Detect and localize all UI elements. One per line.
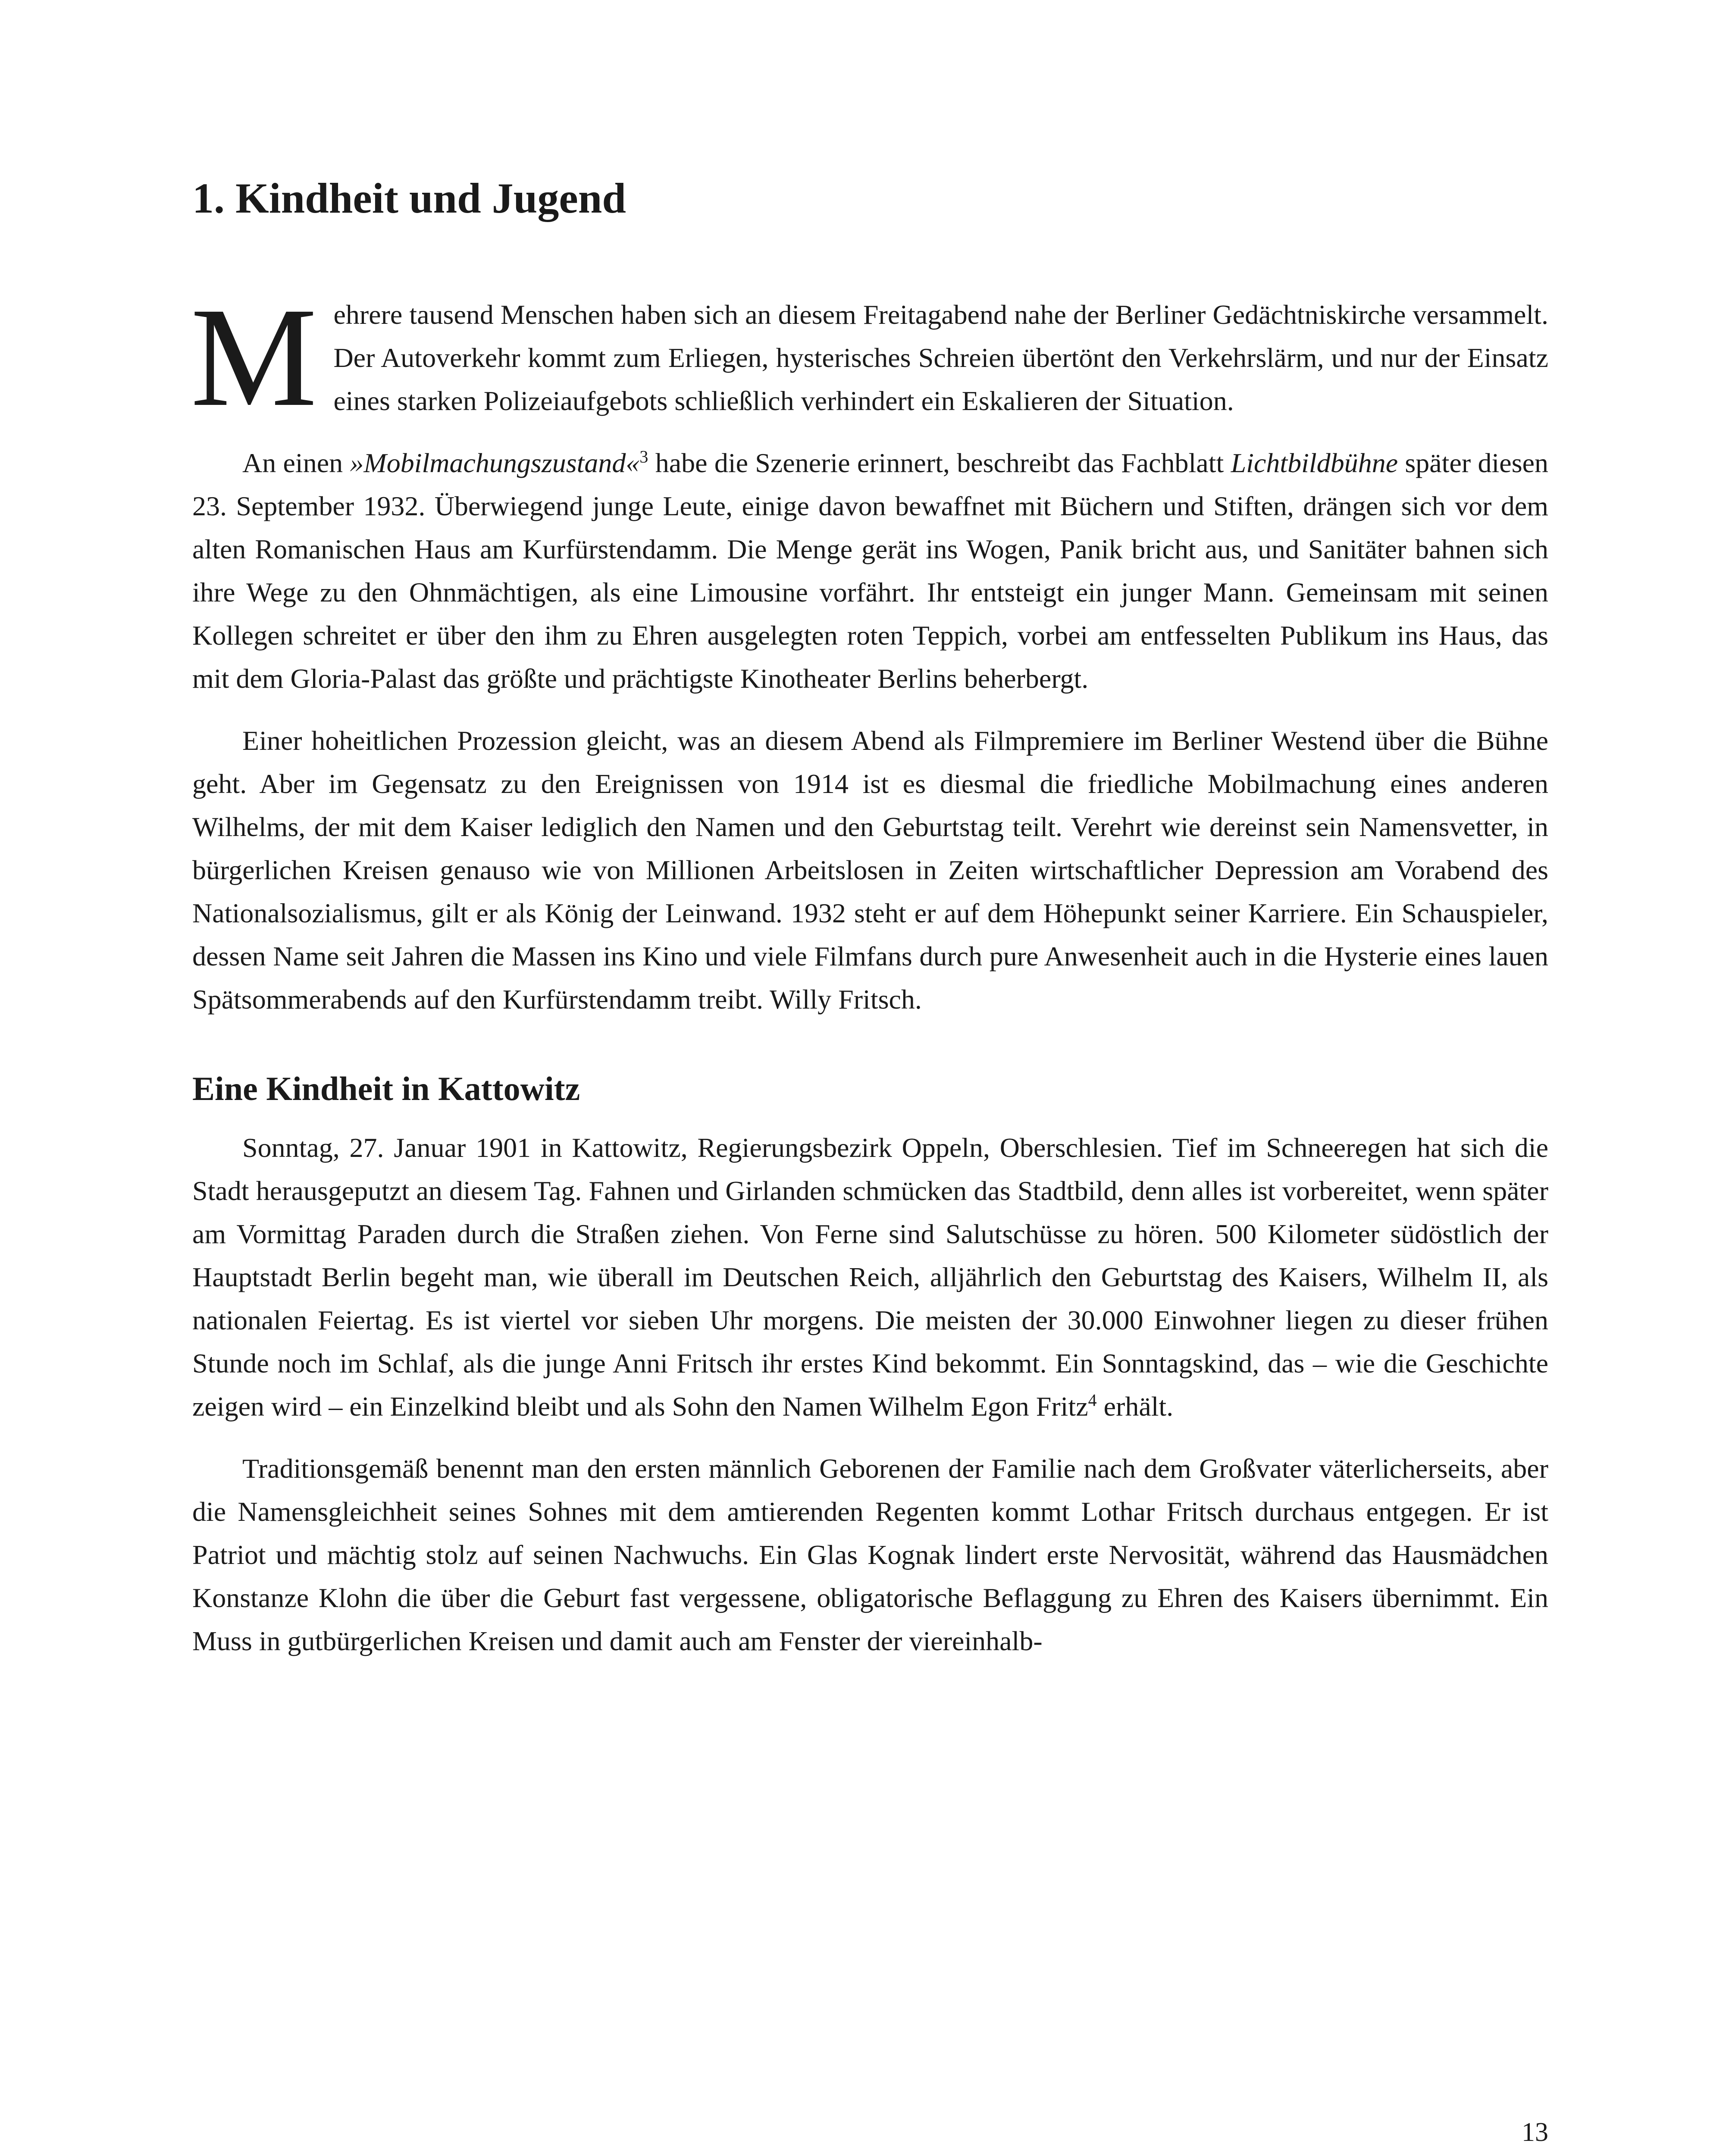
- text-run: An einen: [242, 448, 350, 478]
- paragraph-opening-text: ehrere tausend Menschen haben sich an diesem Freitagabend nahe der Berliner Gedächtniskirche versammelt. Der Autoverkehr kommt zum Erliegen, hysterisches Schreien übertönt den Verkehrslärm, und nur der Einsatz eines starken Polizeiaufgebots schließlich verhindert ein Eskalieren der Situation.: [333, 299, 1548, 416]
- paragraph-procession: Einer hoheitlichen Prozession gleicht, was an diesem Abend als Filmpremiere im Berliner Westend über die Bühne geht. Aber im Gegensatz zu den Ereignissen von 1914 ist es diesmal die friedliche Mobilmachung eines anderen Wilhelms, der mit dem Kaiser lediglich den Namen und den Geburtstag teilt. Verehrt wie dereinst sein Namensvetter, in bürgerlichen Kreisen genauso wie von Millionen Arbeitslosen in Zeiten wirtschaftlicher Depression am Vorabend des Nationalsozialismus, gilt er als König der Leinwand. 1932 steht er auf dem Höhepunkt seiner Karriere. Ein Schauspieler, dessen Name seit Jahren die Massen ins Kino und viele Filmfans durch pure Anwesenheit auch in die Hysterie eines lauen Spätsommerabends auf den Kurfürstendamm treibt. Willy Fritsch.: [192, 725, 1548, 1015]
- chapter-title: 1. Kindheit und Jugend: [192, 174, 626, 222]
- page-body: [192, 172, 1548, 1663]
- drop-cap: M: [191, 279, 317, 436]
- footnote-ref-3: 3: [639, 447, 648, 467]
- quote: »Mobilmachungszustand«: [350, 448, 640, 478]
- text-run: Sonntag, 27. Januar 1901 in Kattowitz, Regierungsbezirk Oppeln, Oberschlesien. Tief im Schneeregen hat sich die Stadt herausgeputzt an diesem Tag. Fahnen und Girlanden schmücken das Stadtbild, denn alles ist vorbereitet, wenn später am Vormittag Paraden durch die Straßen ziehen. Von Ferne sind Salutschüsse zu hören. 500 Kilometer südöstlich der Hauptstadt Berlin begeht man, wie überall im Deutschen Reich, alljährlich den Geburtstag des Kaisers, Wilhelm II, als nationalen Feiertag. Es ist viertel vor sieben Uhr morgens. Die meisten der 30.000 Einwohner liegen zu dieser frühen Stunde noch im Schlaf, als die junge Anni Fritsch ihr erstes Kind bekommt. Ein Sonntagskind, das – wie die Geschichte zeigen wird – ein Einzelkind bleibt und als Sohn den Namen Wilhelm Egon Fritz: [192, 1132, 1548, 1422]
- paragraph-tradition: Traditionsgemäß benennt man den ersten männlich Geborenen der Familie nach dem Großvater väterlicherseits, aber die Namensgleichheit seines Sohnes mit dem amtierenden Regenten kommt Lothar Fritsch durchaus entgegen. Er ist Patriot und mächtig stolz auf seinen Nachwuchs. Ein Glas Kognak lindert erste Nervosität, während das Hausmädchen Konstanze Klohn die über die Geburt fast vergessene, obligatorische Beflaggung zu Ehren des Kaisers übernimmt. Ein Muss in gutbürgerlichen Kreisen und damit auch am Fenster der viereinhalb-: [192, 1453, 1548, 1656]
- footnote-ref-4: 4: [1088, 1390, 1097, 1410]
- text-run: habe die Szenerie erinnert, beschreibt das Fachblatt: [648, 448, 1231, 478]
- page-number: 13: [1522, 2118, 1548, 2147]
- section-title: Eine Kindheit in Kattowitz: [192, 1070, 580, 1107]
- paragraph-birth: [192, 1126, 1548, 1428]
- paragraph-opening: [191, 279, 1548, 436]
- text-run: erhält.: [1096, 1391, 1174, 1422]
- source-title: Lichtbildbühne: [1231, 448, 1398, 478]
- paragraph-premiere: [192, 442, 1548, 700]
- text-run: später diesen 23. September 1932. Überwiegend junge Leute, einige davon bewaffnet mit Büchern und Stiften, drängen sich vor dem alten Romanischen Haus am Kurfürstendamm. Die Menge gerät ins Wogen, Panik bricht aus, und Sanitäter bahnen sich ihre Wege zu den Ohnmächtigen, als eine Limousine vorfährt. Ihr entsteigt ein junger Mann. Gemeinsam mit seinen Kollegen schreitet er über den ihm zu Ehren ausgelegten roten Teppich, vorbei am entfesselten Publikum ins Haus, das mit dem Gloria-Palast das größte und prächtigste Kinotheater Berlins beherbergt.: [192, 448, 1548, 694]
